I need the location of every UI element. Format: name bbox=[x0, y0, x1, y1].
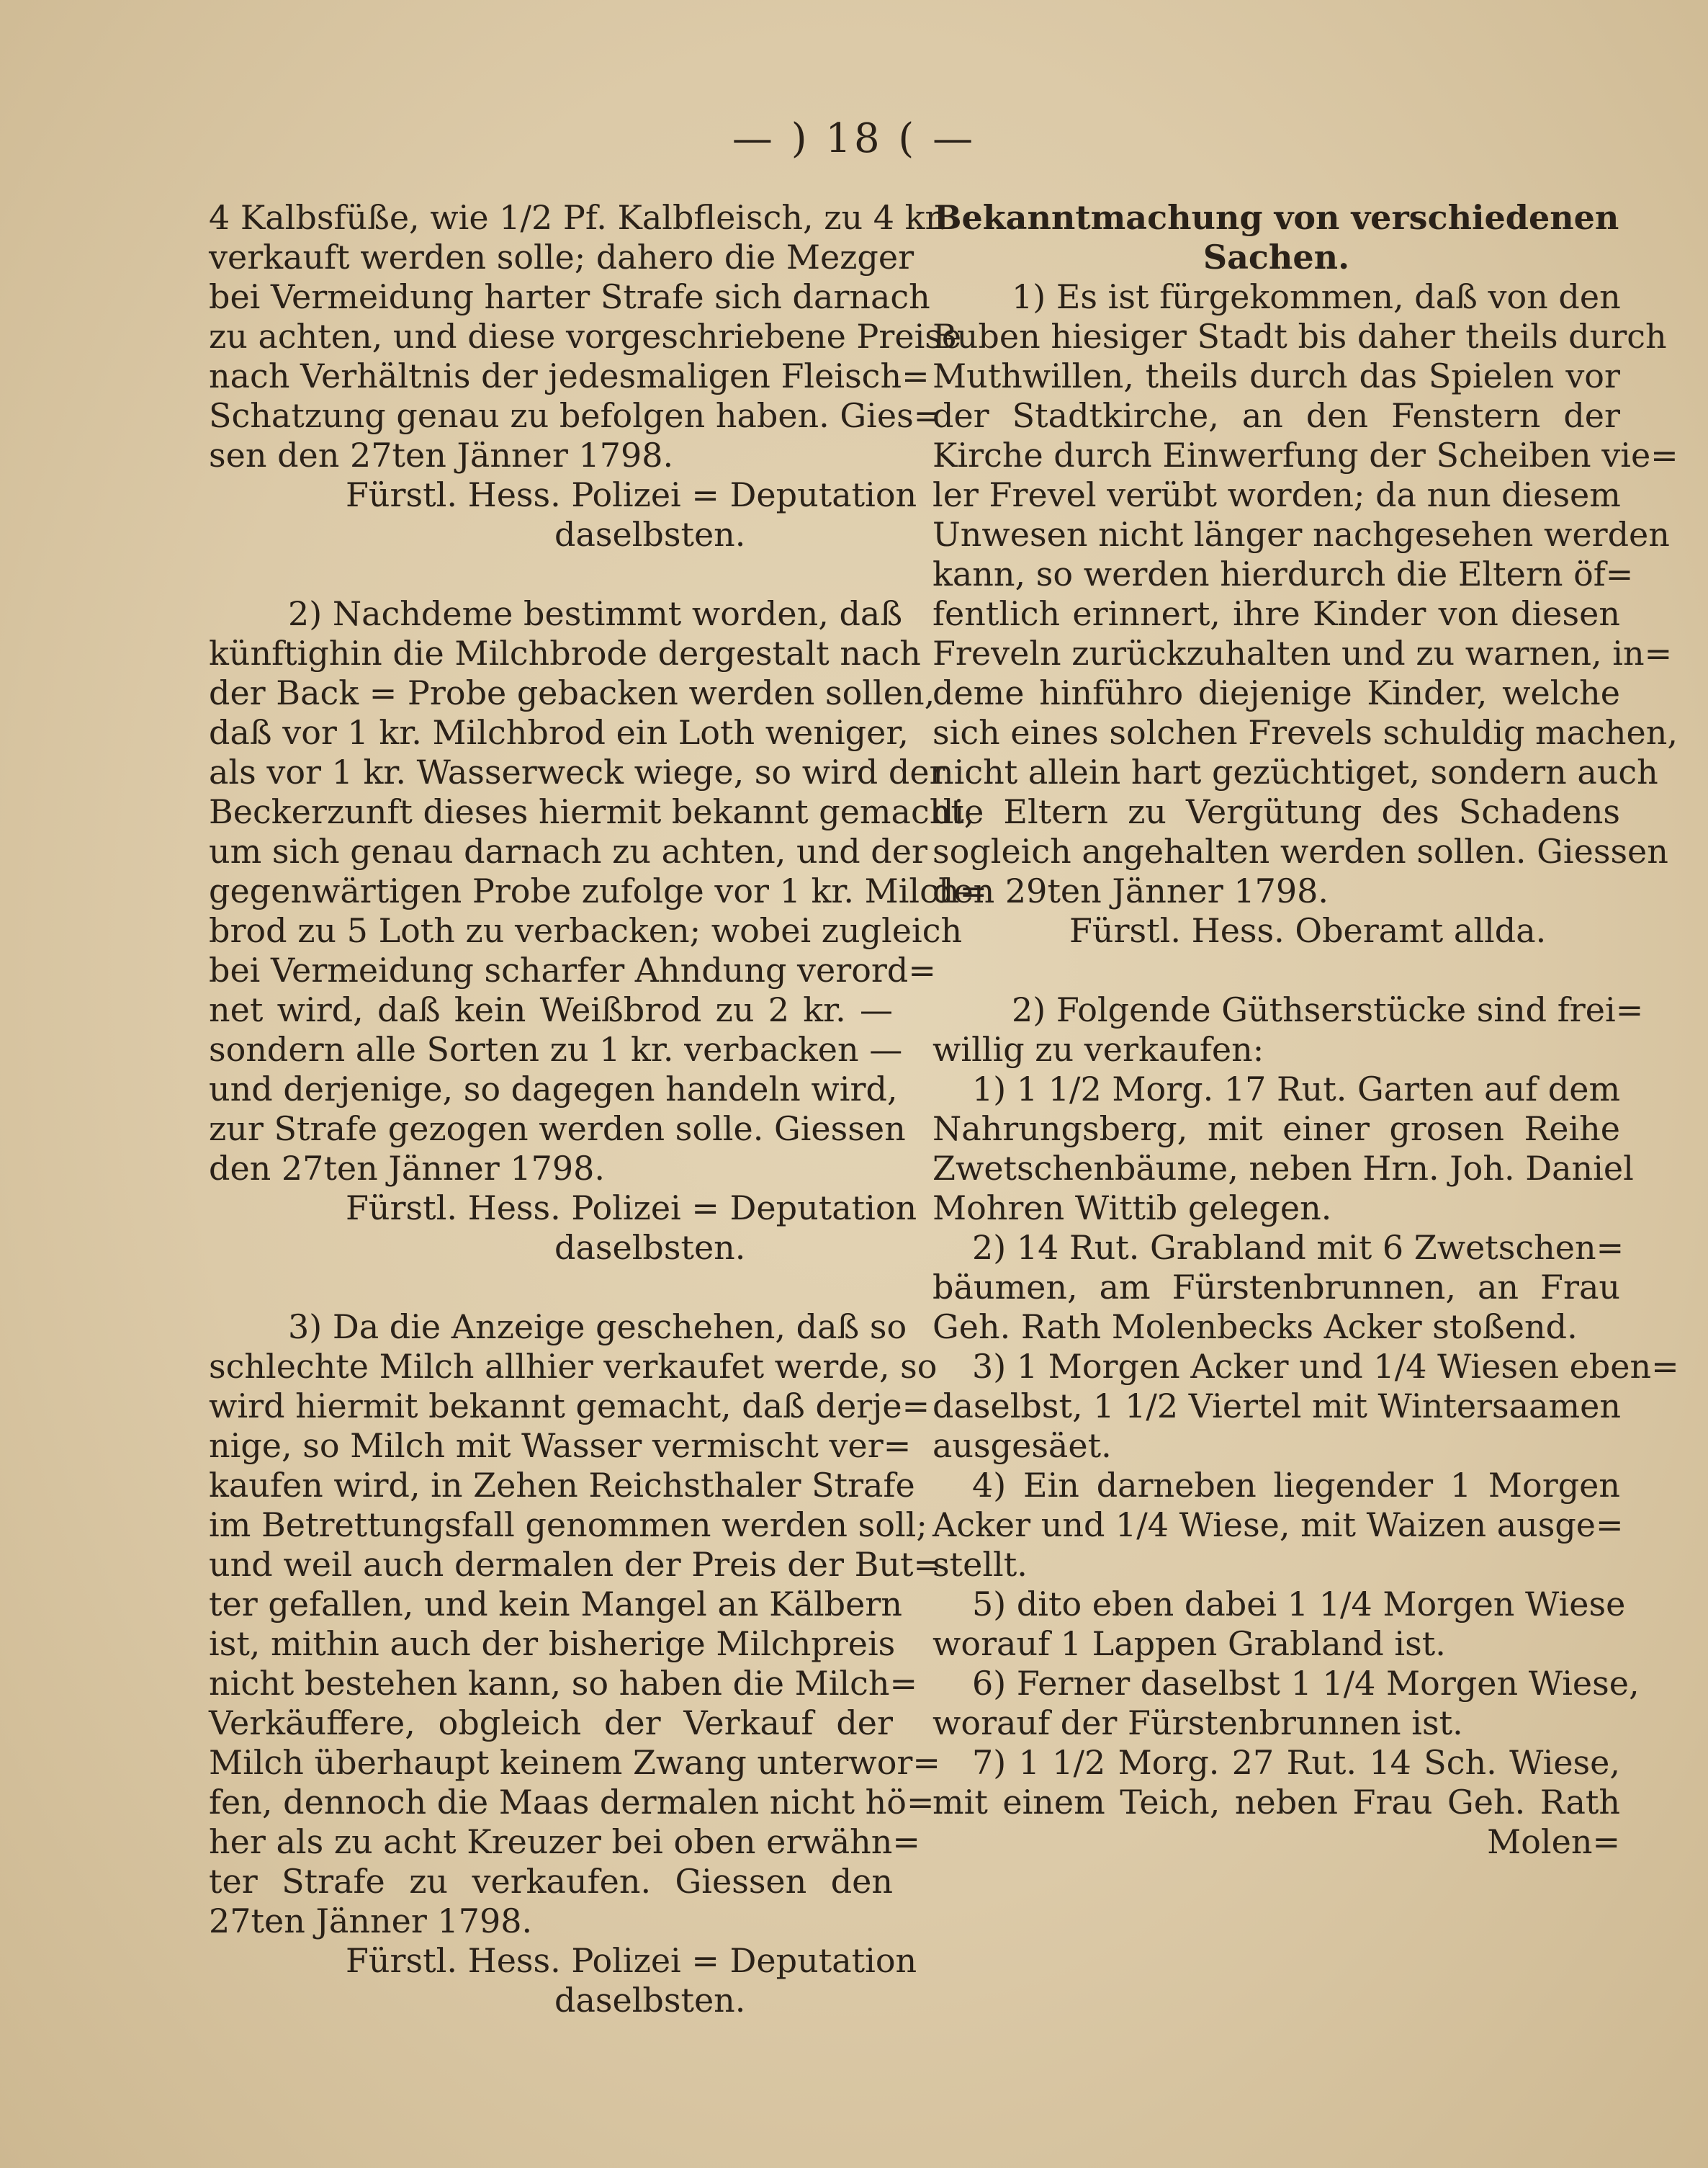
left-column-line: zu achten, und diese vorgeschriebene Preise bbox=[209, 317, 962, 356]
left-column-line: Fürstl. Hess. Polizei = Deputation bbox=[346, 1188, 917, 1227]
left-column-line: wird hiermit bekannt gemacht, daß derje= bbox=[209, 1387, 930, 1425]
right-column-line: Acker und 1/4 Wiese, mit Waizen ausge= bbox=[932, 1505, 1624, 1544]
left-column-line: sondern alle Sorten zu 1 kr. verbacken — bbox=[209, 1030, 903, 1069]
left-column-line: daselbsten. bbox=[554, 1981, 746, 2020]
left-column-line: ter Strafe zu verkaufen. Giessen den bbox=[209, 1862, 893, 1901]
left-column-line: nicht bestehen kann, so haben die Milch= bbox=[209, 1664, 918, 1703]
left-column-line: verkauft werden solle; dahero die Mezger bbox=[209, 238, 914, 277]
left-column-line: schlechte Milch allhier verkaufet werde, so bbox=[209, 1347, 938, 1386]
right-column-line: sich eines solchen Frevels schuldig machen, bbox=[932, 713, 1678, 752]
right-column-line: ausgesäet. bbox=[932, 1426, 1112, 1465]
page-number: — ) 18 ( — bbox=[732, 115, 976, 162]
right-column bbox=[932, 198, 1679, 1862]
right-column-line: Geh. Rath Molenbecks Acker stoßend. bbox=[932, 1307, 1578, 1346]
right-column-line: Fürstl. Hess. Oberamt allda. bbox=[1069, 911, 1547, 950]
right-column-line: bäumen, am Fürstenbrunnen, an Frau bbox=[932, 1268, 1620, 1307]
right-column-line: mit einem Teich, neben Frau Geh. Rath bbox=[932, 1783, 1620, 1822]
left-column-line: den 27ten Jänner 1798. bbox=[209, 1149, 606, 1188]
right-column-line: sogleich angehalten werden sollen. Giessen bbox=[932, 832, 1668, 871]
left-column-line: brod zu 5 Loth zu verbacken; wobei zugleich bbox=[209, 911, 963, 950]
left-column-line: 2) Nachdeme bestimmt worden, daß bbox=[288, 594, 903, 633]
left-column-line: sen den 27ten Jänner 1798. bbox=[209, 436, 674, 475]
right-column-line: 6) Ferner daselbst 1 1/4 Morgen Wiese, bbox=[972, 1664, 1640, 1703]
left-column-line: nach Verhältnis der jedesmaligen Fleisch= bbox=[209, 357, 930, 395]
left-column-line: und weil auch dermalen der Preis der But= bbox=[209, 1545, 942, 1584]
right-column-line: Sachen. bbox=[1203, 238, 1350, 277]
left-column-line: Fürstl. Hess. Polizei = Deputation bbox=[346, 1941, 917, 1980]
left-column-line: bei Vermeidung harter Strafe sich darnach bbox=[209, 277, 930, 316]
left-column-line: im Betrettungsfall genommen werden soll; bbox=[209, 1505, 927, 1544]
right-column-line: Kirche durch Einwerfung der Scheiben vie= bbox=[932, 436, 1678, 475]
left-column-line: Schatzung genau zu befolgen haben. Gies= bbox=[209, 396, 942, 435]
left-column-line: bei Vermeidung scharfer Ahndung verord= bbox=[209, 951, 936, 990]
right-column-line: willig zu verkaufen: bbox=[932, 1030, 1264, 1069]
right-column-line: 3) 1 Morgen Acker und 1/4 Wiesen eben= bbox=[972, 1347, 1679, 1386]
right-column-line: worauf 1 Lappen Grabland ist. bbox=[932, 1624, 1446, 1663]
left-column-line: künftighin die Milchbrode dergestalt nach bbox=[209, 634, 921, 673]
left-column-line: zur Strafe gezogen werden solle. Giessen bbox=[209, 1109, 906, 1148]
left-column-line: daß vor 1 kr. Milchbrod ein Loth weniger, bbox=[209, 713, 909, 752]
right-column-line: kann, so werden hierdurch die Eltern öf= bbox=[932, 555, 1634, 593]
left-column-line: daselbsten. bbox=[554, 1228, 746, 1267]
right-column-line: Mohren Wittib gelegen. bbox=[932, 1188, 1332, 1227]
left-column-line: Beckerzunft dieses hiermit bekannt gemacht, bbox=[209, 792, 975, 831]
left-column-line: fen, dennoch die Maas dermalen nicht hö= bbox=[209, 1783, 935, 1822]
right-column-line: Molen= bbox=[1487, 1822, 1620, 1861]
left-column-line: 4 Kalbsfüße, wie 1/2 Pf. Kalbfleisch, zu 4 kr. bbox=[209, 198, 948, 237]
right-column-line: nicht allein hart gezüchtiget, sondern auch bbox=[932, 753, 1658, 792]
right-column-line: 1) Es ist fürgekommen, daß von den bbox=[1012, 277, 1621, 316]
right-column-line: daselbst, 1 1/2 Viertel mit Wintersaamen bbox=[932, 1387, 1621, 1425]
right-column-line: 7) 1 1/2 Morg. 27 Rut. 14 Sch. Wiese, bbox=[972, 1743, 1620, 1782]
paragraph-gap bbox=[209, 1268, 893, 1307]
left-column-line: nige, so Milch mit Wasser vermischt ver= bbox=[209, 1426, 912, 1465]
left-column-line: Milch überhaupt keinem Zwang unterwor= bbox=[209, 1743, 940, 1782]
right-column-line: 4) Ein darneben liegender 1 Morgen bbox=[972, 1466, 1620, 1505]
right-column-line: stellt. bbox=[932, 1545, 1028, 1584]
right-column-line: Unwesen nicht länger nachgesehen werden bbox=[932, 515, 1670, 554]
left-column-line: und derjenige, so dagegen handeln wird, bbox=[209, 1070, 898, 1108]
right-column-line: Bekanntmachung von verschiedenen bbox=[933, 198, 1619, 237]
right-column-line: Muthwillen, theils durch das Spielen vor bbox=[932, 357, 1620, 395]
left-column-line: ter gefallen, und kein Mangel an Kälbern bbox=[209, 1585, 902, 1623]
left-column-line: net wird, daß kein Weißbrod zu 2 kr. — bbox=[209, 990, 893, 1029]
left-column-line: ist, mithin auch der bisherige Milchpreis bbox=[209, 1624, 896, 1663]
right-column-line: Buben hiesiger Stadt bis daher theils durch bbox=[932, 317, 1667, 356]
paragraph-gap bbox=[209, 555, 893, 594]
left-column-line: um sich genau darnach zu achten, und der bbox=[209, 832, 927, 871]
left-column-line: her als zu acht Kreuzer bei oben erwähn= bbox=[209, 1822, 920, 1861]
left-column-line: 3) Da die Anzeige geschehen, daß so bbox=[288, 1307, 907, 1346]
left-column-line: 27ten Jänner 1798. bbox=[209, 1902, 533, 1940]
right-column-line: 5) dito eben dabei 1 1/4 Morgen Wiese bbox=[972, 1585, 1626, 1623]
paragraph-gap bbox=[932, 951, 1620, 990]
right-column-line: 2) Folgende Güthserstücke sind frei= bbox=[1012, 990, 1644, 1029]
right-column-line: Freveln zurückzuhalten und zu warnen, in= bbox=[932, 634, 1673, 673]
right-column-line: den 29ten Jänner 1798. bbox=[932, 872, 1329, 910]
left-column-line: daselbsten. bbox=[554, 515, 746, 554]
right-column-line: worauf der Fürstenbrunnen ist. bbox=[932, 1703, 1463, 1742]
right-column-line: Zwetschenbäume, neben Hrn. Joh. Daniel bbox=[932, 1149, 1634, 1188]
left-column-line: kaufen wird, in Zehen Reichsthaler Strafe bbox=[209, 1466, 915, 1505]
left-column-line: gegenwärtigen Probe zufolge vor 1 kr. Milch= bbox=[209, 872, 988, 910]
left-column-line: als vor 1 kr. Wasserweck wiege, so wird der bbox=[209, 753, 945, 792]
right-column-line: die Eltern zu Vergütung des Schadens bbox=[932, 792, 1620, 831]
left-column-line: Verkäuffere, obgleich der Verkauf der bbox=[209, 1703, 893, 1742]
right-column-line: der Stadtkirche, an den Fenstern der bbox=[932, 396, 1620, 435]
left-column-line: der Back = Probe gebacken werden sollen, bbox=[209, 673, 935, 712]
left-column-line: Fürstl. Hess. Polizei = Deputation bbox=[346, 475, 917, 514]
right-column-line: ler Frevel verübt worden; da nun diesem bbox=[932, 475, 1621, 514]
right-column-line: deme hinführo diejenige Kinder, welche bbox=[932, 673, 1620, 712]
right-column-line: 2) 14 Rut. Grabland mit 6 Zwetschen= bbox=[972, 1228, 1624, 1267]
right-column-line: fentlich erinnert, ihre Kinder von diesen bbox=[932, 594, 1620, 633]
right-column-line: 1) 1 1/2 Morg. 17 Rut. Garten auf dem bbox=[972, 1070, 1621, 1108]
right-column-line: Nahrungsberg, mit einer grosen Reihe bbox=[932, 1109, 1620, 1148]
